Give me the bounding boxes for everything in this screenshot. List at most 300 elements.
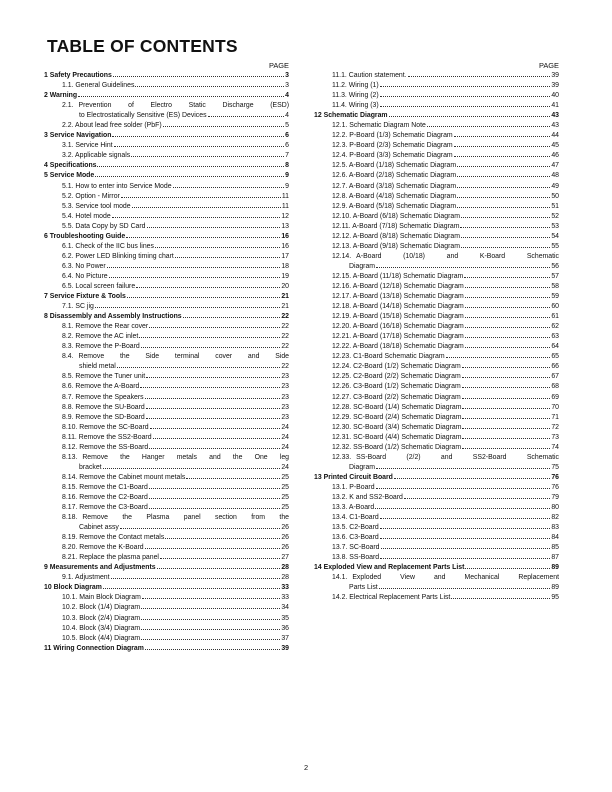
toc-subsection-entry[interactable] (44, 242, 289, 252)
toc-entry-label (332, 151, 453, 161)
toc-subsection-entry[interactable] (44, 443, 289, 453)
toc-entry-title: SC jig (75, 303, 94, 311)
toc-subsection-entry[interactable] (314, 182, 559, 192)
toc-entry-row (314, 111, 559, 121)
toc-section-entry[interactable] (314, 473, 559, 483)
toc-subsection-entry[interactable] (314, 242, 559, 252)
toc-entry-number: 12.5. (332, 162, 348, 170)
toc-subsection-entry[interactable] (44, 593, 289, 603)
toc-entry-label (62, 81, 134, 91)
toc-subsection-entry[interactable] (314, 443, 559, 453)
toc-entry-number: 6.4. (62, 272, 74, 280)
toc-subsection-entry[interactable] (44, 282, 289, 292)
toc-subsection-entry[interactable] (314, 533, 559, 543)
leader-dots (175, 252, 280, 258)
toc-entry-page: 26 (281, 544, 289, 552)
toc-subsection-entry[interactable] (314, 352, 559, 362)
leader-dots (465, 342, 551, 348)
toc-entry-page: 41 (551, 102, 559, 110)
toc-entry-row (62, 342, 289, 352)
toc-entry-number: 11.1. (332, 72, 347, 79)
toc-entry-number: 8 (44, 313, 48, 321)
toc-subsection-entry[interactable] (314, 403, 559, 413)
toc-subsection-entry[interactable] (314, 593, 559, 603)
toc-entry-number: 12.26. (332, 383, 352, 391)
toc-subsection-entry[interactable] (44, 272, 289, 282)
toc-subsection-entry[interactable] (314, 81, 559, 91)
toc-entry-title: A-Board (5/18) Schematic Diagram (348, 202, 457, 210)
toc-entry-title: A-Board (16/18) Schematic Diagram (352, 323, 464, 331)
toc-entry-title: Remove the C2-Board (79, 493, 148, 501)
toc-subsection-entry[interactable] (314, 71, 559, 81)
toc-subsection-entry[interactable] (44, 81, 289, 91)
toc-subsection-entry[interactable] (314, 212, 559, 222)
toc-entry-page: 12 (281, 212, 289, 220)
toc-entry-row (44, 583, 289, 593)
toc-section-entry[interactable] (314, 111, 559, 121)
toc-entry-title: Remove the K-Board (79, 544, 144, 552)
toc-entry-title: Safety Precautions (49, 72, 112, 79)
toc-entry-row (332, 403, 559, 413)
toc-entry-label (332, 312, 464, 322)
toc-subsection-entry[interactable] (44, 322, 289, 332)
toc-entry-number: 10.1. (62, 594, 78, 602)
toc-entry-page: 28 (281, 574, 289, 582)
toc-entry-row (332, 523, 559, 533)
toc-entry-title: Adjustment (75, 574, 110, 582)
toc-entry-row (44, 91, 289, 101)
toc-entry-number: 6.2. (62, 252, 74, 260)
leader-dots (462, 443, 550, 449)
toc-entry-title: Remove the SS-Board (79, 443, 149, 451)
toc-section-entry[interactable] (44, 91, 289, 101)
toc-subsection-entry[interactable] (44, 413, 289, 423)
toc-subsection-entry[interactable] (314, 121, 559, 131)
toc-entry-number: 11 (44, 644, 52, 652)
toc-subsection-entry[interactable] (314, 553, 559, 563)
toc-entry-label (62, 342, 140, 352)
toc-entry-title-holder (62, 101, 289, 111)
toc-entry-title-line2: bracket (79, 463, 102, 471)
toc-entry-number: 12.25. (332, 373, 352, 381)
toc-subsection-entry[interactable] (314, 483, 559, 493)
toc-entry-number: 13.2. (332, 493, 348, 501)
toc-subsection-entry[interactable] (314, 413, 559, 423)
toc-entry-title: Service Navigation (49, 132, 112, 140)
toc-section-entry[interactable] (44, 563, 289, 573)
leader-dots (208, 111, 285, 117)
toc-entry-number: 9.1. (62, 574, 74, 582)
toc-entry-row (62, 413, 289, 423)
toc-subsection-entry[interactable] (44, 603, 289, 613)
toc-entry-label (62, 443, 148, 453)
toc-subsection-entry[interactable] (314, 503, 559, 513)
toc-entry-row (332, 192, 559, 202)
toc-subsection-entry[interactable] (44, 222, 289, 232)
toc-entry-label (332, 593, 450, 603)
toc-entry-title-line1: Remove the Hanger metals and the One leg (82, 453, 289, 461)
toc-entry-title: No Picture (75, 272, 108, 280)
toc-subsection-entry[interactable] (44, 101, 289, 121)
toc-entry-number: 11.2. (332, 82, 347, 90)
toc-subsection-entry[interactable] (314, 372, 559, 382)
toc-entry-row (332, 222, 559, 232)
toc-entry-row (62, 593, 289, 603)
toc-entry-page: 95 (551, 594, 559, 602)
leader-dots (379, 583, 551, 589)
toc-entry-title: Remove the SS2-Board (78, 433, 152, 441)
toc-entry-label (332, 242, 460, 252)
toc-subsection-entry[interactable] (44, 543, 289, 553)
toc-subsection-entry[interactable] (44, 252, 289, 262)
toc-entry-number: 12.20. (332, 323, 352, 331)
toc-entry-page: 45 (551, 142, 559, 150)
toc-entry-page: 6 (285, 142, 289, 150)
toc-subsection-entry[interactable] (314, 171, 559, 181)
toc-entry-page: 53 (551, 222, 559, 230)
toc-entry-number: 3.1. (62, 142, 74, 150)
toc-entry-row (332, 312, 559, 322)
toc-subsection-entry[interactable] (44, 121, 289, 131)
toc-entry-number: 5.3. (62, 202, 74, 210)
toc-subsection-entry[interactable] (314, 573, 559, 593)
toc-entry-label (62, 473, 185, 483)
toc-subsection-entry[interactable] (44, 614, 289, 624)
toc-subsection-entry[interactable] (44, 453, 289, 473)
toc-entry-page: 22 (281, 343, 289, 351)
toc-subsection-entry[interactable] (314, 292, 559, 302)
toc-entry-page: 26 (281, 534, 289, 542)
toc-entry-label (62, 533, 164, 543)
toc-entry-label (332, 272, 463, 282)
toc-entry-row (62, 151, 289, 161)
toc-entry-title: A-Board (14/18) Schematic Diagram (352, 303, 464, 311)
toc-subsection-entry[interactable] (44, 262, 289, 272)
toc-subsection-entry[interactable] (44, 202, 289, 212)
toc-entry-title: C1-Board (349, 514, 379, 522)
toc-subsection-entry[interactable] (314, 101, 559, 111)
toc-subsection-entry[interactable] (314, 312, 559, 322)
toc-subsection-entry[interactable] (44, 352, 289, 372)
toc-entry-label (62, 212, 111, 222)
toc-entry-title: SC-Board (3/4) Schematic Diagram (353, 423, 462, 431)
toc-entry-title: Schematic Diagram Note (349, 122, 426, 130)
leader-dots (380, 533, 551, 539)
toc-subsection-entry[interactable] (44, 503, 289, 513)
toc-entry-row (62, 141, 289, 151)
toc-entry-label (44, 644, 144, 654)
toc-entry-label (332, 533, 379, 543)
toc-subsection-entry[interactable] (44, 151, 289, 161)
toc-entry-row (332, 393, 559, 403)
toc-entry-page: 24 (281, 423, 289, 431)
toc-entry-number: 12.8. (332, 192, 348, 200)
leader-dots (462, 372, 551, 378)
toc-entry-title: A-Board (18/18) Schematic Diagram (352, 343, 464, 351)
toc-entry-title: SC-Board (1/4) Schematic Diagram (353, 403, 462, 411)
toc-entry-page: 21 (281, 293, 289, 301)
toc-subsection-entry[interactable] (314, 192, 559, 202)
toc-subsection-entry[interactable] (314, 282, 559, 292)
leader-dots (141, 614, 280, 620)
toc-subsection-entry[interactable] (44, 493, 289, 503)
toc-entry-title: How to enter into Service Mode (75, 182, 172, 190)
toc-section-entry[interactable] (314, 563, 559, 573)
toc-entry-number: 5 (44, 172, 48, 180)
toc-subsection-entry[interactable] (314, 91, 559, 101)
toc-entry-number: 6.5. (62, 282, 74, 290)
toc-section-entry[interactable] (44, 232, 289, 242)
toc-entry-page: 3 (285, 72, 289, 79)
toc-subsection-entry[interactable] (314, 141, 559, 151)
toc-subsection-entry[interactable] (44, 553, 289, 563)
toc-entry-row (62, 614, 289, 624)
leader-dots (149, 503, 281, 509)
toc-subsection-entry[interactable] (314, 272, 559, 282)
toc-subsection-entry[interactable] (44, 513, 289, 533)
toc-entry-label (44, 171, 94, 181)
toc-subsection-entry[interactable] (314, 362, 559, 372)
toc-entry-number: 12.13. (332, 242, 352, 250)
toc-entry-page: 22 (281, 313, 289, 321)
toc-entry-row (62, 493, 289, 503)
toc-subsection-entry[interactable] (314, 523, 559, 533)
toc-entry-label (332, 493, 403, 503)
toc-entry-page: 4 (285, 92, 289, 100)
toc-entry-number: 10.2. (62, 604, 78, 612)
toc-section-entry[interactable] (44, 583, 289, 593)
leader-dots (114, 141, 285, 147)
toc-subsection-entry[interactable] (314, 342, 559, 352)
toc-entry-page: 23 (281, 383, 289, 391)
toc-entry-page: 36 (281, 624, 289, 632)
toc-entry-row (62, 332, 289, 342)
toc-subsection-entry[interactable] (314, 161, 559, 171)
toc-entry-number: 8.11. (62, 433, 77, 441)
leader-dots (111, 573, 281, 579)
toc-subsection-entry[interactable] (44, 473, 289, 483)
toc-entry-number: 8.1. (62, 323, 74, 331)
toc-entry-title: Wiring (3) (348, 102, 379, 110)
toc-section-entry[interactable] (44, 644, 289, 654)
toc-entry-label (332, 352, 445, 362)
toc-entry-title: Block (4/4) Diagram (79, 634, 141, 642)
toc-entry-row (44, 232, 289, 242)
toc-entry-text-wrap (332, 573, 559, 583)
toc-entry-title: No Power (75, 262, 106, 270)
toc-subsection-entry[interactable] (44, 302, 289, 312)
leader-dots (155, 242, 280, 248)
toc-subsection-entry[interactable] (314, 302, 559, 312)
toc-subsection-entry[interactable] (44, 342, 289, 352)
toc-section-entry[interactable] (44, 71, 289, 81)
toc-entry-page: 75 (551, 463, 559, 471)
toc-entry-number: 13.3. (332, 504, 348, 512)
toc-entry-number: 8.16. (62, 493, 78, 501)
toc-entry-title: A-Board (2/18) Schematic Diagram (348, 172, 457, 180)
toc-subsection-entry[interactable] (44, 393, 289, 403)
toc-subsection-entry[interactable] (44, 573, 289, 583)
toc-subsection-entry[interactable] (44, 182, 289, 192)
toc-entry-label (332, 182, 456, 192)
leader-dots (186, 473, 280, 479)
toc-subsection-entry[interactable] (44, 141, 289, 151)
toc-entry-row (62, 403, 289, 413)
leader-dots (465, 332, 551, 338)
toc-entry-title: Data Copy by SD Card (75, 222, 146, 230)
toc-entry-page: 24 (281, 433, 289, 441)
toc-entry-row (62, 503, 289, 513)
toc-subsection-entry[interactable] (44, 332, 289, 342)
toc-entry-row (332, 161, 559, 171)
toc-section-entry[interactable] (44, 292, 289, 302)
toc-entry-label (62, 302, 94, 312)
toc-entry-number: 12.27. (332, 393, 352, 401)
toc-subsection-entry[interactable] (314, 423, 559, 433)
toc-entry-page: 76 (551, 483, 559, 491)
toc-entry-row (314, 563, 559, 573)
toc-subsection-entry[interactable] (314, 433, 559, 443)
toc-entry-text-wrap (62, 101, 289, 111)
toc-entry-first-line (62, 101, 289, 111)
leader-dots (454, 131, 551, 137)
toc-entry-title: Applicable signals (75, 152, 131, 160)
toc-entry-title: A-Board (15/18) Schematic Diagram (352, 313, 464, 321)
toc-subsection-entry[interactable] (314, 232, 559, 242)
toc-entry-row (62, 603, 289, 613)
leader-dots (465, 563, 550, 569)
toc-entry-page: 79 (551, 493, 559, 501)
toc-entry-number: 12.7. (332, 182, 348, 190)
toc-subsection-entry[interactable] (314, 543, 559, 553)
toc-entry-page: 3 (285, 82, 289, 90)
toc-entry-title: Wiring Connection Diagram (53, 644, 144, 652)
toc-entry-label (62, 222, 146, 232)
toc-entry-row (332, 382, 559, 392)
leader-dots (381, 543, 551, 549)
toc-subsection-entry[interactable] (314, 393, 559, 403)
toc-entry-row (332, 242, 559, 252)
toc-section-entry[interactable] (44, 312, 289, 322)
toc-entry-page: 13 (281, 222, 289, 230)
toc-entry-number: 7 (44, 293, 48, 301)
toc-subsection-entry[interactable] (44, 634, 289, 644)
leader-dots (461, 242, 550, 248)
toc-entry-title-line1: A-Board (10/18) and K-Board Schematic (356, 252, 559, 260)
toc-entry-number: 8.4. (62, 353, 74, 361)
toc-subsection-entry[interactable] (314, 513, 559, 523)
toc-entry-label (332, 423, 461, 433)
toc-entry-title-line1: SS-Board (2/2) and SS2-Board Schematic (356, 453, 559, 461)
toc-section-entry[interactable] (44, 131, 289, 141)
toc-subsection-entry[interactable] (314, 493, 559, 503)
toc-entry-number: 12.2. (332, 132, 348, 140)
toc-entry-row (62, 282, 289, 292)
toc-entry-title: Troubleshooting Guide (49, 232, 126, 240)
toc-entry-title: Remove the Rear cover (75, 323, 149, 331)
toc-entry-number: 8.8. (62, 403, 74, 411)
toc-entry-label (332, 413, 461, 423)
leader-dots (462, 413, 550, 419)
toc-entry-title: Measurements and Adjustments (49, 564, 156, 572)
toc-subsection-entry[interactable] (44, 423, 289, 433)
toc-section-entry[interactable] (44, 161, 289, 171)
leader-dots (132, 202, 281, 208)
toc-entry-label (314, 563, 464, 573)
leader-dots (131, 151, 284, 157)
toc-subsection-entry[interactable] (44, 212, 289, 222)
toc-entry-row (44, 131, 289, 141)
toc-subsection-entry[interactable] (44, 403, 289, 413)
toc-entry-page: 11 (281, 192, 289, 200)
toc-entry-page: 11 (281, 202, 289, 210)
toc-entry-number: 13.5. (332, 524, 348, 532)
toc-entry-title: SS-Board (1/2) Schematic Diagram (353, 443, 462, 451)
toc-subsection-entry[interactable] (314, 382, 559, 392)
toc-entry-page: 43 (551, 122, 559, 130)
toc-subsection-entry[interactable] (314, 131, 559, 141)
leader-dots (451, 593, 550, 599)
toc-subsection-entry[interactable] (314, 222, 559, 232)
toc-subsection-entry[interactable] (44, 483, 289, 493)
toc-subsection-entry[interactable] (44, 433, 289, 443)
toc-entry-title: Schematic Diagram (323, 112, 388, 120)
toc-subsection-entry[interactable] (44, 192, 289, 202)
toc-entry-page: 21 (281, 303, 289, 311)
toc-entry-page: 57 (551, 272, 559, 280)
toc-entry-page: 69 (551, 393, 559, 401)
toc-subsection-entry[interactable] (44, 624, 289, 634)
leader-dots (462, 433, 550, 439)
toc-entry-title: Replace the plasma panel (79, 554, 159, 562)
toc-subsection-entry[interactable] (314, 322, 559, 332)
toc-entry-title: SS-Board (349, 554, 380, 562)
toc-entry-number: 5.2. (62, 192, 74, 200)
toc-entry-label (62, 141, 113, 151)
toc-subsection-entry[interactable] (314, 151, 559, 161)
toc-entry-row (62, 202, 289, 212)
toc-section-entry[interactable] (44, 171, 289, 181)
leader-dots (462, 393, 551, 399)
toc-subsection-entry[interactable] (314, 332, 559, 342)
toc-subsection-entry[interactable] (314, 202, 559, 212)
toc-subsection-entry[interactable] (314, 252, 559, 272)
toc-entry-title-holder (62, 513, 289, 523)
toc-subsection-entry[interactable] (44, 372, 289, 382)
toc-entry-number: 8.12. (62, 443, 78, 451)
toc-subsection-entry[interactable] (44, 382, 289, 392)
toc-subsection-entry[interactable] (314, 453, 559, 473)
toc-entry-label (332, 503, 374, 513)
toc-entry-page: 43 (551, 112, 559, 120)
toc-entry-title: Block Diagram (53, 584, 102, 592)
toc-entry-number: 12.10. (332, 212, 352, 220)
toc-entry-page: 74 (551, 443, 559, 451)
toc-entry-number: 12.31. (332, 433, 352, 441)
toc-entry-continuation (62, 362, 289, 372)
toc-entry-row (332, 81, 559, 91)
toc-entry-text-wrap (62, 513, 289, 523)
toc-entry-row (62, 121, 289, 131)
toc-entry-text-wrap (62, 453, 289, 463)
toc-subsection-entry[interactable] (44, 533, 289, 543)
toc-entry-page: 28 (281, 564, 289, 572)
toc-entry-label (62, 252, 174, 262)
toc-entry-page: 48 (551, 172, 559, 180)
toc-entry-page: 55 (551, 242, 559, 250)
toc-entry-row (62, 242, 289, 252)
toc-entry-label (62, 332, 138, 342)
